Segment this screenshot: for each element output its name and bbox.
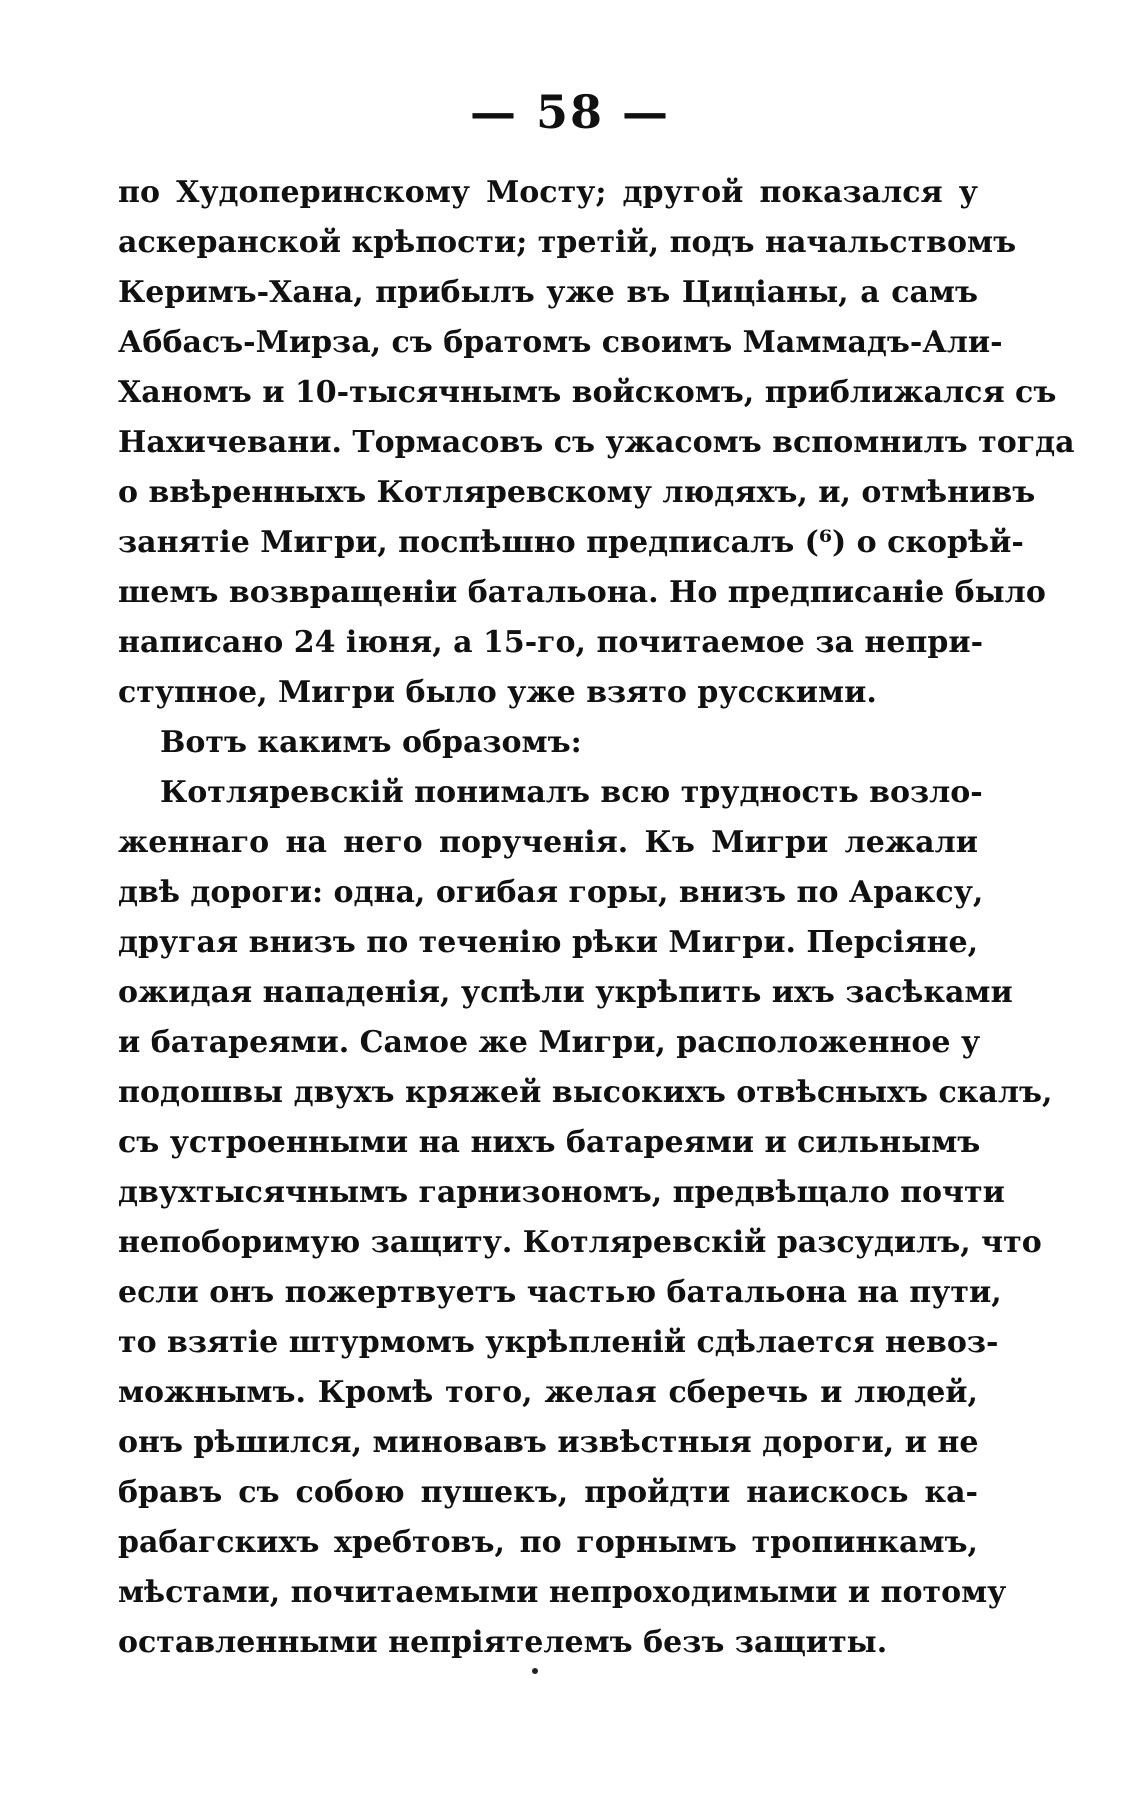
text-line: по Худоперинскому Мосту; другой показался у	[118, 175, 978, 210]
text-line: двухтысячнымъ гарнизономъ, предвѣщало почти	[118, 1175, 1005, 1210]
text-line: шемъ возвращеніи батальона. Но предписаніе было	[118, 575, 1046, 610]
text-line: непоборимую защиту. Котляревскій разсудилъ, что	[118, 1225, 1042, 1260]
text-line: бравъ съ собою пушекъ, пройдти наискось ка-	[118, 1475, 978, 1510]
text-line: ожидая нападенія, успѣли укрѣпить ихъ засѣками	[118, 975, 1013, 1010]
text-line: если онъ пожертвуетъ частью батальона на пути,	[118, 1275, 1002, 1310]
text-line: Вотъ какимъ образомъ:	[160, 725, 582, 760]
text-line: Керимъ-Хана, прибылъ уже въ Циціаны, а самъ	[118, 275, 978, 310]
page-number: — 58 —	[469, 85, 671, 139]
text-line: Котляревскій понималъ всю трудность возло-	[160, 775, 983, 810]
body-text	[118, 168, 1075, 1668]
text-line: аскеранской крѣпости; третій, подъ начальствомъ	[118, 225, 1017, 260]
text-line: то взятіе штурмомъ укрѣпленій сдѣлается невоз-	[118, 1325, 999, 1360]
text-line: другая внизъ по теченію рѣки Мигри. Персіяне,	[118, 925, 979, 960]
text-line: двѣ дороги: одна, огибая горы, внизъ по Араксу,	[118, 875, 984, 910]
text-line: и батареями. Самое же Мигри, расположенное у	[118, 1025, 981, 1060]
text-line: написано 24 іюня, а 15-го, почитаемое за непри-	[118, 625, 984, 660]
text-line: мѣстами, почитаемыми непроходимыми и потому	[118, 1575, 1007, 1610]
text-line: можнымъ. Кромѣ того, желая сберечь и людей,	[118, 1375, 978, 1410]
text-line: подошвы двухъ кряжей высокихъ отвѣсныхъ скалъ,	[118, 1075, 1053, 1110]
text-line: о ввѣренныхъ Котляревскому людяхъ, и, отмѣнивъ	[118, 475, 1036, 510]
text-line: Нахичевани. Тормасовъ съ ужасомъ вспомнилъ тогда	[118, 425, 1075, 460]
text-line: Аббасъ-Мирза, съ братомъ своимъ Маммадъ-Али-	[118, 325, 1003, 360]
text-line: рабагскихъ хребтовъ, по горнымъ тропинкамъ,	[118, 1525, 978, 1560]
text-line: Ханомъ и 10-тысячнымъ войскомъ, приближался съ	[118, 375, 1057, 410]
text-line: ступное, Мигри было уже взято русскими.	[118, 675, 877, 710]
ink-speck	[532, 1668, 538, 1674]
text-line: женнаго на него порученія. Къ Мигри лежали	[118, 825, 978, 860]
text-line: занятіе Мигри, поспѣшно предписалъ (⁶) о скорѣй-	[118, 525, 1024, 560]
text-line: съ устроенными на нихъ батареями и сильнымъ	[118, 1125, 981, 1160]
text-line: оставленными непріятелемъ безъ защиты.	[118, 1625, 888, 1660]
text-line: онъ рѣшился, миновавъ извѣстныя дороги, и не	[118, 1425, 979, 1460]
